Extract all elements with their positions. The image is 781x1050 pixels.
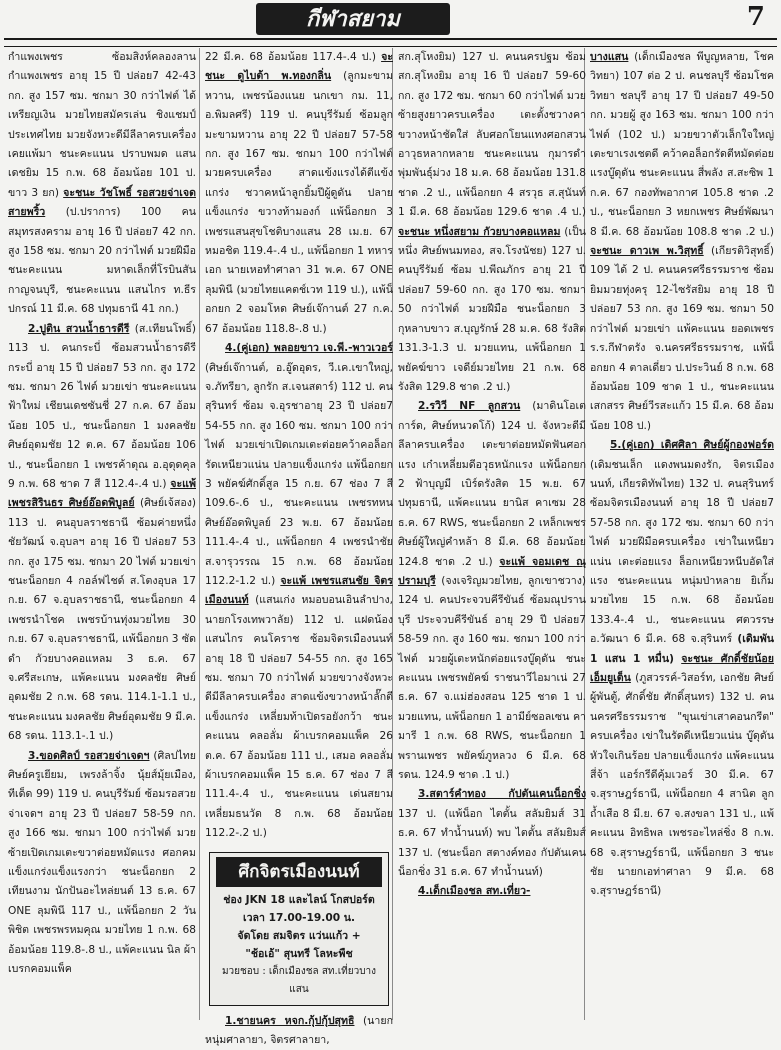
fighter-heading: บางแสน [590,51,629,63]
column-2 [205,48,394,1047]
fighter-heading: จะชนะ ศักดิ์ชัยน้อย เอ็มยูเต็น [590,652,774,684]
body-text: (ศิษย์เจ้สอง) 113 ป. คนอุบลราชธานี ซ้อมค่ายหนึ่งชัยวัฒน์ จ.อุบลฯ อายุ 16 ปี ปล่อย7 53 กก. สูง 175 ซม. ชกมา 20 ไฟต์ มวยเข่า ชนะน็อกยก 4 กอล์ฟไชด์ ส.โตงอุบล 17 ก.ย. 67 จ.อุบลราชธานี, ชนะน็อกยก 4 เพชรนำโชค เพชรบ้านทุ่งมวยไทย 30 ก.ย. 67 จ.อุบลราชธานี, แพ้น็อกยก 3 ซัดดำ กัวยบางคอแหลม 3 ธ.ค. 67 จ.ศรีสะเกษ, แพ้คะแนน มงคลชัย ศิษย์อุดมชัย 2 ก.พ. 68 รดน. 114.1-1.1 ป., ชนะคะแนน มงคลชัย ศิษย์อุดมชัย 9 มี.ค. 68 รดน. 113.1-.1 ป.) [8,497,197,743]
paragraph [398,48,586,397]
event-title: ศึกจิตรเมืองนนท์ [216,857,382,887]
body-text: 137 ป. (แพ้น็อก ไตตั้น สลัมยิมส์ 31 ธ.ค. 67 ทำน้ำนนท์) พบ ไตตั้น สลัมยิมส์ 137 ป. (ชนะน็อก สตางค์ทอง กัปตันเคนน็อกชิ่ง 31 ธ.ค. 67 ทำน้ำนนท์) [398,807,586,879]
paragraph [205,48,393,339]
event-box [209,852,389,1006]
event-time: เวลา 17.00-19.00 น. [242,911,356,924]
column-3 [398,48,586,1020]
fighter-heading: จะชนะ ดูไบต้า พ.ทองกลิ่น [205,51,393,83]
body-text: (เด็กเมืองชล พีบูญหลาย, โชควิทยา) 107 ต่อ 2 ป. คนชลบุรี ซ้อมโชควิทยา ชลบุรี อายุ 17 ปี ปล่อย7 49-50 กก. มวยผู้ สูง 163 ซม. ชกมา 100 กว่าไฟต์ (102 ป.) มวยขวาตัวเล็กใจใหญ่ เตะขาเรงเชตดี คว้าคอล็อกรัดตีหมัดต่อยแรงบู๊ดุดัน ชนะคะแนน สี่พลัง ส.สะซิพ 1 ก.ค. 67 กองทัพอากาศ 105.8 ชาด .2 ป., ชนะน็อกยก 3 หยกเพชร ศิษย์พัฒนา 8 มี.ค. 68 อ้อมน้อย 108.8 ชาด .2 ป.) [590,51,774,238]
column-4 [590,48,774,1020]
bout-heading: 4.เด็กเมืองชล สท.เที่ยว- [418,885,531,898]
body-text: (แสนเก่ง หมอบอนเอินลำปาง, นายกโรงเทพวาลัย) 112 ป. แฝดน้องแสนไกร คนโคราช ซ้อมจิตรเมืองนนท์ อายุ 18 ปี ปล่อย7 54-55 กก. สูง 165 ซม. ชกมา 70 กว่าไฟต์ มวยขวางจังหวะดีมีลีลาครบเครื่อง สาดแข้งขวางหน้าลั๊กตีแข็งแกร่ง เหลี่ยมท้าเปิดรอยังกว้า ชนะคะแนน คลอลั่ม ผ้าเบรกคอมแพ็ค 26 ต.ค. 67 อ้อมน้อย 111 ป., เสมอ คลอลั่ม ผ้าเบรกคอมแพ็ค 15 ธ.ค. 67 ช่อง 7 สี 111.4-.4 ป., ชนะคะแนน เด่นสยาม เหลี่ยมธนวัด 8 ก.พ. 68 อ้อมน้อย 112.2-.2 ป.) [205,594,394,840]
paragraph [398,882,586,901]
fighter-heading: จะชนะ วัชโพธิ์ รอสวยจ่าเจดสายพริ้ว [8,186,196,219]
fighter-heading: จะชนะ หนึ่งสยาม กัวยบางคอแหลม [398,225,561,238]
body-text: (จงเจริญมวยไทย, ลูกเขาชวาง) 124 ป. คนประจวบคีรีขันธ์ ซ้อมณุปรานบุรี ประจวบคีรีขันธ์ อายุ 29 ปี ปล่อย7 58-59 กก. สูง 160 ซม. ชกมา 100 กว่าไฟต์ มวยผู้เตะหนักต่อยแรงบู๊ดุดัน ชนะคะแนน เพชรพยัคฆ์ ราชนาวีไอมาเน่ 27 ธ.ค. 67 จ.แม่ฮ่องสอน 125 ชาด 1 ป. มวยแทน, แพ้น็อกยก 1 อามีย์ซอลเซน คามารี 1 ก.พ. 68 RWS, ชนะน็อกยก 1 พรานเพชร พยัคฆ์ภูหลวง 6 มี.ค. 68 รดน. 124.9 ชาด .1 ป.) [398,574,587,782]
body-text: (ป.ปราการ) 100 คน สมุทรสงคราม อายุ 16 ปี ปล่อย7 42 กก. สูง 158 ซม. ชกมา 20 กว่าไฟต์ มวยฝีมือ ชนะคะแนน มหาดเล็กที่โรบินสัน กาญจนบุรี, ชนะคะแนน แสนไกร ท.ธีรปกรณ์ 11 มี.ค. 68 ปทุมธานี 41 กก.) [8,206,197,316]
column-divider [199,48,200,1020]
page-number: 7 [746,2,765,32]
bout-heading: 5.(คู่เอก) เดิศศิลา ศิษย์ผู้กองฟอร์ด [610,439,774,452]
fighter-heading: จะแพ้ จอมเดช ณุปรามบุรี [398,555,586,587]
paragraph [8,747,196,980]
header-rule [4,38,777,47]
page-header [0,0,781,46]
column-1 [8,48,196,1020]
paragraph [398,785,586,882]
body-text: (ลูกมะขามหวาน, เพชรน้องแนย นกเขา กม. 11, อ.พิมลศรี) 119 ป. คนบุรีรัมย์ ซ้อมลูกมะขามหวาน อายุ 22 ปี ปล่อย7 57-58 กก. สูง 167 ซม. ชกมา 100 กว่าไฟต์ มวยครบเครื่อง สาดแข้งแรงได้ตีแข้งแกร่ง ชวาคหน้าลูกยิ้มปีผู้ดูดัน ปลายแข็งแกร่ง ขวางท้ามองก์ แพ้น็อกยก 3 เพชรแสนสุขโชติบางแสน 28 เม.ย. 67 หมอชิต 119.4-.4 ป., แพ้น็อกยก 1 ทหารเอก นายเหอทำศาลา 31 พ.ค. 67 ONE ลุมพินี (มวยไทยแคตช์เวท 119 ป.), แพ้น็อกยก 2 จอมโหด ศิษย์เจ๊กานต์ 27 ก.ค. 67 อ้อมน้อย 118.8-.8 ป.) [205,70,393,335]
paragraph [590,436,774,902]
body-text: (มาดินโอเตการ์ด, ศิษย์หนวดโก้) 124 ป. จังหวะดีมีลีลาครบเครื่อง เตะขาต่อยหมัดฟันศอกแรง เก๋าเหลี่ยมดีอวุธหนักแรง แพ้น็อกยก 2 ฟ้าบุญมี เบิร์ดรังสิต 15 พ.ย. 67 ปทุมธานี, แพ้คะแนน ยานิส คาเซม 28 ธ.ค. 67 RWS, ชนะน็อกยก 2 เหล็กเพชร ศิษย์ผู้ใหญ่คำหล้า 8 มี.ค. 68 อ้อมน้อย 124.8 ชาด .2 ป.) [398,400,586,568]
body-text: (เป็นหนึ่ง ศิษย์พนมทอง, สจ.โรงนัชย) 127 ป. คนบุรีรัมย์ ซ้อม ป.พีณภักร อายุ 21 ปี ปล่อย7 59-60 กก. สูง 170 ซม. ชกมา 50 กว่าไฟต์ มวยฝีมือ ชนะน็อกยก 3 กุหลาบขาว ส.บุญรักษ์ 28 ม.ค. 68 รังสิต 131.3-1.3 ป. มวยแทน, แพ้น็อกยก 1 พยัคฆ์ขาว เจดีย์มวยไทย 21 ก.พ. 68 รังสิต 129.8 ชาด .2 ป.) [398,225,586,393]
bout-heading: 2.ปูติน สวนน้ำธารดีรี [28,322,130,335]
body-text: กำแพงเพชร ซ้อมสิงห์คลองลาน กำแพงเพชร อายุ 15 ปี ปล่อย7 42-43 กก. สูง 157 ซม. ชกมา 30 กว่าไฟต์ ได้เหรียญเงิน มวยไทยสมัครเล่น ชิงแชมป์ประเทศไทย มวยจังหวะดีมีลีลาครบเครื่อง เคยแพ้มา ชนะคะแนน ปราบพมด แสนเดชยิม 15 ก.พ. 68 อ้อมน้อย 101 ป. ขาว 3 ยก) [8,51,196,199]
event-organizer-2: "ช้อเอ้" สุนทรี โลหะพืช [245,947,353,960]
fighter-heading: จะชนะ ดาวเพ พ.วิสุทธิ์ [590,245,704,258]
body-text: สก.สุโหงยิม) 127 ป. คนนครปฐม ซ้อม สก.สุโหงยิม อายุ 16 ปี ปล่อย7 59-60 กก. สูง 172 ซม. ชกมา 60 กว่าไฟต์ มวยซ้ายสูงยาวครบเครื่อง เตะตั้งชวางคาขวางหน้าชัดใส่ ลับศอกโยนแทงศอกสวน อาวุธหลากหลาย ชนะคะแนน กุมารดำ พุ่มพันธุ์ม่วง 18 ม.ค. 68 อ้อมน้อย 131.8 ชาด .2 ป., แพ้น็อกยก 4 สรวุธ ส.สุนันท์ 1 มี.ค. 68 อ้อมน้อย 129.6 ชาด .4 ป.) [398,51,586,219]
event-channel: ช่อง JKN 18 และไลน์ โกสปอร์ต [223,893,375,906]
body-text: (ส.เทียนโพธิ์) 113 ป. คนกระบี่ ซ้อมสวนน้ำธารดีรี กระบี่ อายุ 15 ปี ปล่อย7 53 กก. สูง 172 ซม. ชกมา 26 ไฟต์ มวยเข่า ชนะคะแนน ฟ้าใหม่ เชียนเดชซันชี่ 27 ก.ค. 67 อ้อมน้อย 105 ป., ชนะน็อกยก 1 มงคลชัย ศิษย์อุดมชัย 12 ต.ค. 67 อ้อมน้อย 106 ป., ชนะน็อกยก 1 เพชรค้าดุณ อ.อุดุดคุล 9 ก.พ. 68 ชาด 7 สี 112.4-.4 ป.) [8,322,196,490]
bout-heading: 3.สตาร์คำทอง กัปตันเคนน็อกชิ่ง [418,788,586,801]
body-text: (ศิษย์เจ๊กานต์, อ.อู๊ดอุดร, วี.เค.เขาใหญ่, จ.ภัทรียา, ลูกรัก ส.เจนสตาร์) 112 ป. คนสุรินทร์ ซ้อม จ.อุรชาอายุ 23 ปี ปล่อย7 54-55 กก. สูง 160 ซม. ชกมา 100 กว่าไฟต์ มวยเข่าเปิดเกมเตะต่อยคว้าคอล็อกรัดเหนียวแน่น ปลายแข็งแกร่ง แพ้น็อกยก 3 พยัคฆ์ศักดิ์สูล 15 ก.ย. 67 ช่อง 7 สี 109.6-.6 ป., ชนะคะแนน เพชรทหน ศิษย์อ๊อดพิบูลย์ 23 พ.ย. 67 อ้อมน้อย 111.4-.4 ป., แพ้น็อกยก 4 เพชรนำชัย ส.จารุวรรณ 15 ก.พ. 68 อ้อมน้อย 112.2-1.2 ป.) [205,361,393,587]
body-text: 22 มี.ค. 68 อ้อมน้อย 117.4-.4 ป.) [205,51,377,63]
event-organizer: จัดโดย สมจิตร แว่นแก้ว + [237,929,361,942]
paragraph [205,1012,393,1050]
bout-heading: 4.(คู่เอก) พลอยขาว เจ.พี.-พาวเวอร์ [225,342,393,355]
body-text: (นายกหนุ่มศาลายา, จิตรศาลายา, [205,1014,393,1047]
paragraph [8,48,196,320]
body-text: (ภูสวรรค์-วิสอร์ท, เอกชัย ศิษย์ผู้พันตู้, ศักดิ์ชัย ศักดิ์สุนทร) 132 ป. คนนครศรีธรรมราช "ขุนเข่าเสาคอนกรีต" ครบเครื่อง เข่าในรัดดีเหนียวแน่น บู๊ดุดันหัวใจเกินร้อย ปลายแข็งแกร่ง แพ้คะแนน สี่จ้า แอร์กรีดีคุ้มเวอร์ 30 มี.ค. 67 จ.สุราษฎร์ธานี, แพ้น็อกยก 4 สานิต ลูกถ้ำเสือ 8 มี.ย. 67 จ.สงขลา 131 ป., แพ้คะแนน อิทธิพล เพชรอะไหล่ชิ่ง 8 ก.พ. 68 จ.สุราษฎร์ธานี, แพ้น็อกยก 3 ชนะชัย นายกเอท่าศาลา 9 มี.ค. 68 จ.สุราษฎร์ธานี) [590,672,774,898]
paragraph [590,48,774,436]
paragraph [8,320,196,747]
bout-heading: 3.ขอดศิลป์ รอสวยจ่าเจดฯ [28,749,150,762]
fighter-heading: จะแพ้ เพชรแสนชัย จิตรเมืองนนท์ [205,574,393,607]
event-matchmaker: มวยชอบ : เด็กเมืองชล สท.เที่ยวบางแสน [221,965,377,995]
body-text: (ศิลปไทย ศิษย์ครูเยียม, เพรงล้าจิ้ง นุ้ยส์มุ้ยเมือง, ทีเด็ด 99) 119 ป. คนบุรีรัมย์ ซ้อมรอสวยจ่าเจดฯ อายุ 23 ปี ปล่อย7 58-59 กก. สูง 166 ซม. ชกมา 100 กว่าไฟต์ มวยซ้ายเปิดเกมเตะขวาต่อยหมัดแรง ศอกคมแข็งแกร่งแข็งแรงกว่า ชนะน็อกยก 2 เทียนงาม นักปันอะไหล่ยนต์ 13 ธ.ค. 67 ONE ลุมพินี 117 ป., แพ้น็อกยก 2 วันพิชิต เพชรพรหมคุณ มวยไทย 1 ก.พ. 68 อ้อมน้อย 119.8-.8 ป., แพ้คะแนน นิล ผ้าเบรกคอมแพ็ค [8,749,196,976]
bout-heading: 2.รวิวี NF ลูกสวน [418,400,521,413]
masthead-logo: กีฬาสยาม [256,3,450,35]
body-text: (เดิมพัน 1 แสน 1 หมื่น) [590,633,774,665]
paragraph [205,339,393,844]
bout-heading: 1.ชายนคร หจก.กุ้ปกุ้ปสุทธิ [225,1014,355,1027]
fighter-heading: จะแพ้ เพชรสิรินธร ศิษย์อ๊อดพิบูลย์ [8,477,196,510]
body-text: (เกียรติวิสุทธิ์) 109 ได้ 2 ป. คนนครศรีธรรมราช ซ้อมยิมมวยทุ่งครุ 12-ไซรัสยิม อายุ 18 ปี ปล่อย7 53 กก. สูง 169 ซม. ชกมา 50 กว่าไฟต์ มวยเข่า แพ้คะแนน ยอดเพชร ร.ร.กีฬาตรัง จ.นครศรีธรรมราช, แพ้น็อกยก 4 ตาลเดี่ยว ป.ประวินย์ 8 ก.พ. 68 อ้อมน้อย 109 ชาด 1 ป., ชนะคะแนน เสกสรร ศิษย์วีรสะแก้ว 15 มี.ค. 68 อ้อมน้อย 108 ป.) [590,245,774,432]
paragraph [398,397,586,785]
body-text: (เดิมชนเล็ก แดงพนมดงรัก, จิตรเมืองนนท์, เกียรติทัพไทย) 132 ป. คนสุรินทร์ ซ้อมจิตรเมืองนนท์ อายุ 18 ปี ปล่อย7 57-58 กก. สูง 172 ซม. ชกมา 60 กว่าไฟต์ มวยฝีมือครบเครื่อง เข่าในเหนียวแน่น เตะต่อยแรง ล็อกเหนียวหนีบอัดใส่แรง ชนะคะแนน หนุ่มป่าหลาย ยิเกิ้มมวยไทย 15 ก.พ. 68 อ้อมน้อย 133.4-.4 ป., ชนะคะแนน ศตวรรษ อ.วัฒนา 6 มี.ค. 68 จ.สุรินทร์ [590,458,774,646]
